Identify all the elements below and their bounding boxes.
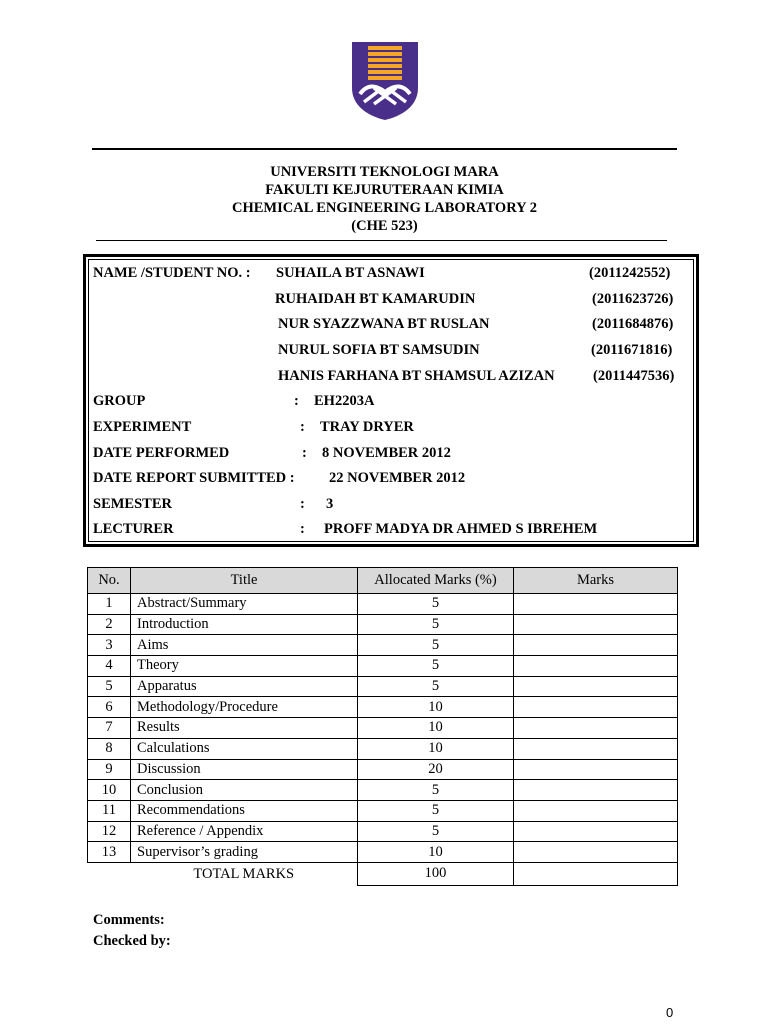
group-value: EH2203A <box>314 393 375 409</box>
experiment-value: TRAY DRYER <box>320 419 414 435</box>
group-separator: : <box>294 393 299 409</box>
row-no: 6 <box>88 697 131 718</box>
row-marks-cell[interactable] <box>514 697 678 718</box>
row-marks-cell[interactable] <box>514 614 678 635</box>
row-marks-cell[interactable] <box>514 594 678 615</box>
total-allocated: 100 <box>358 862 514 885</box>
student-id-5: (2011447536) <box>593 368 675 384</box>
student-id-3: (2011684876) <box>592 316 674 332</box>
row-title: Calculations <box>131 738 358 759</box>
student-id-2: (2011623726) <box>592 291 674 307</box>
total-marks-label: TOTAL MARKS <box>193 865 295 882</box>
row-no: 1 <box>88 594 131 615</box>
date-performed-value: 8 NOVEMBER 2012 <box>322 445 451 461</box>
faculty-name: FAKULTI KEJURUTERAAN KIMIA <box>265 182 504 198</box>
semester-label: SEMESTER <box>93 496 172 512</box>
row-title: Methodology/Procedure <box>131 697 358 718</box>
row-no: 3 <box>88 635 131 656</box>
name-label: NAME /STUDENT NO. : <box>93 265 251 281</box>
row-title: Abstract/Summary <box>131 594 358 615</box>
row-marks-cell[interactable] <box>514 800 678 821</box>
header-allocated: Allocated Marks (%) <box>358 568 514 594</box>
header-top-rule <box>92 148 677 150</box>
row-no: 10 <box>88 780 131 801</box>
group-label: GROUP <box>93 393 146 409</box>
student-id-4: (2011671816) <box>591 342 673 358</box>
row-marks-cell[interactable] <box>514 738 678 759</box>
row-marks-cell[interactable] <box>514 718 678 739</box>
date-submitted-label: DATE REPORT SUBMITTED : <box>93 470 295 486</box>
table-row <box>88 821 678 842</box>
row-title: Aims <box>131 635 358 656</box>
table-row <box>88 656 678 677</box>
semester-separator: : <box>300 496 305 512</box>
row-title: Reference / Appendix <box>131 821 358 842</box>
table-row <box>88 780 678 801</box>
row-title: Apparatus <box>131 676 358 697</box>
row-no: 11 <box>88 800 131 821</box>
lecturer-label: LECTURER <box>93 521 174 537</box>
total-row <box>88 862 678 885</box>
comments-label: Comments: <box>93 912 165 928</box>
date-performed-label: DATE PERFORMED <box>93 445 230 461</box>
student-name-2: RUHAIDAH BT KAMARUDIN <box>275 291 476 307</box>
table-row <box>88 676 678 697</box>
table-row <box>88 738 678 759</box>
table-row <box>88 842 678 863</box>
page-number: 0 <box>666 1005 674 1020</box>
student-name-1: SUHAILA BT ASNAWI <box>276 265 425 281</box>
row-allocated: 5 <box>358 656 514 677</box>
row-allocated: 5 <box>358 800 514 821</box>
row-allocated: 5 <box>358 635 514 656</box>
header-marks: Marks <box>514 568 678 594</box>
marks-table <box>87 567 678 886</box>
row-marks-cell[interactable] <box>514 676 678 697</box>
row-allocated: 10 <box>358 697 514 718</box>
header-no: No. <box>88 568 131 594</box>
row-title: Supervisor’s grading <box>131 842 358 863</box>
row-title: Conclusion <box>131 780 358 801</box>
table-row <box>88 800 678 821</box>
row-no: 7 <box>88 718 131 739</box>
row-allocated: 10 <box>358 718 514 739</box>
course-name: CHEMICAL ENGINEERING LABORATORY 2 <box>232 200 537 216</box>
table-row <box>88 594 678 615</box>
row-allocated: 20 <box>358 759 514 780</box>
course-code: (CHE 523) <box>351 218 418 234</box>
date-submitted-value: 22 NOVEMBER 2012 <box>329 470 466 486</box>
row-marks-cell[interactable] <box>514 635 678 656</box>
student-name-3: NUR SYAZZWANA BT RUSLAN <box>278 316 490 332</box>
header-block <box>92 163 677 235</box>
table-row <box>88 718 678 739</box>
row-allocated: 5 <box>358 594 514 615</box>
row-no: 2 <box>88 614 131 635</box>
row-marks-cell[interactable] <box>514 842 678 863</box>
row-no: 5 <box>88 676 131 697</box>
row-allocated: 5 <box>358 821 514 842</box>
row-title: Introduction <box>131 614 358 635</box>
row-title: Results <box>131 718 358 739</box>
header-title: Title <box>131 568 358 594</box>
row-title: Theory <box>131 656 358 677</box>
footer-notes <box>93 910 171 952</box>
table-row <box>88 635 678 656</box>
table-header-row <box>88 568 678 594</box>
checked-by-label: Checked by: <box>93 933 171 949</box>
row-no: 9 <box>88 759 131 780</box>
experiment-separator: : <box>300 419 305 435</box>
total-marks-cell[interactable] <box>514 862 678 885</box>
experiment-label: EXPERIMENT <box>93 419 192 435</box>
row-marks-cell[interactable] <box>514 821 678 842</box>
row-marks-cell[interactable] <box>514 656 678 677</box>
row-no: 13 <box>88 842 131 863</box>
semester-value: 3 <box>326 496 334 512</box>
row-allocated: 10 <box>358 738 514 759</box>
row-allocated: 10 <box>358 842 514 863</box>
student-name-5: HANIS FARHANA BT SHAMSUL AZIZAN <box>278 368 555 384</box>
row-no: 4 <box>88 656 131 677</box>
row-marks-cell[interactable] <box>514 759 678 780</box>
row-marks-cell[interactable] <box>514 780 678 801</box>
university-crest-icon <box>350 40 420 120</box>
row-title: Recommendations <box>131 800 358 821</box>
lecturer-separator: : <box>300 521 305 537</box>
row-title: Discussion <box>131 759 358 780</box>
university-name: UNIVERSITI TEKNOLOGI MARA <box>270 164 499 180</box>
row-allocated: 5 <box>358 780 514 801</box>
table-row <box>88 614 678 635</box>
row-no: 12 <box>88 821 131 842</box>
date-performed-separator: : <box>302 445 307 461</box>
total-spacer <box>88 862 131 885</box>
student-name-4: NURUL SOFIA BT SAMSUDIN <box>278 342 480 358</box>
report-info-box <box>83 254 699 547</box>
row-allocated: 5 <box>358 614 514 635</box>
row-no: 8 <box>88 738 131 759</box>
lecturer-value: PROFF MADYA DR AHMED S IBREHEM <box>324 521 598 537</box>
table-row <box>88 759 678 780</box>
header-bottom-rule <box>96 240 667 241</box>
row-allocated: 5 <box>358 676 514 697</box>
table-row <box>88 697 678 718</box>
student-id-1: (2011242552) <box>589 265 671 281</box>
